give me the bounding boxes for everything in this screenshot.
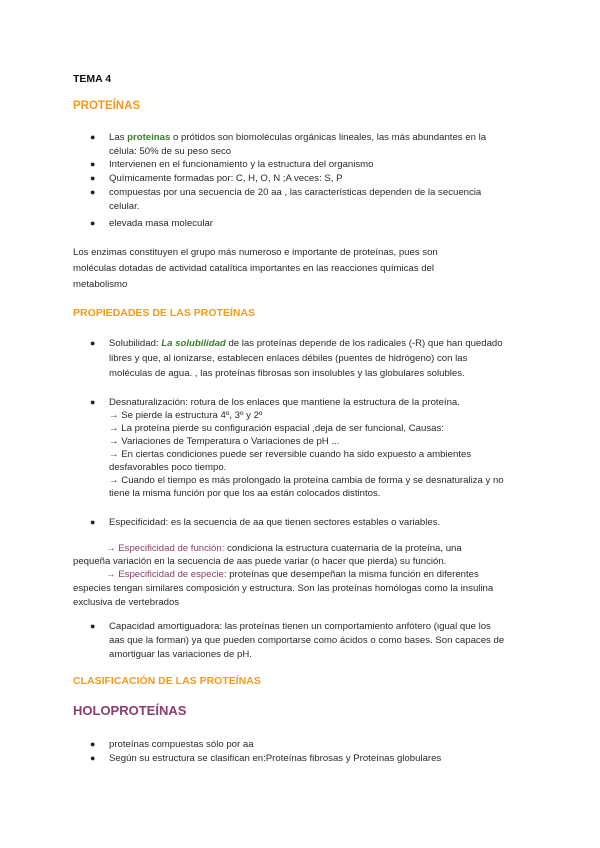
clasificacion-heading: CLASIFICACIÓN DE LAS PROTEÍNAS — [73, 675, 261, 687]
bullet-text: elevada masa molecular — [109, 218, 213, 229]
highlight-especie: → Especificidad de especie: — [106, 569, 227, 580]
proteinas-heading: PROTEÍNAS — [73, 100, 141, 112]
bullet-text: compuestas por una secuencia de 20 aa , las características dependen de la secuencia — [109, 187, 482, 198]
especificidad-especie: especies tengan similares composición y estructura. Son las proteínas homólogas como la insulina — [73, 583, 494, 594]
amortiguadora-text: aas que la forman) ya que pueden comportarse como ácidos o como bases. Son capaces de — [109, 635, 505, 646]
bullet-text: celular. — [109, 201, 140, 212]
highlight-solubilidad: La solubilidad — [161, 338, 226, 349]
especificidad-funcion: → Especificidad de función: condiciona la estructura cuaternaria de la proteína, una — [106, 543, 462, 554]
especificidad-text: Especificidad: es la secuencia de aa que tienen sectores estables o variables. — [109, 517, 441, 528]
bullet-icon: ● — [90, 173, 96, 183]
enzymes-paragraph: metabolismo — [73, 279, 128, 290]
bullet-icon: ● — [90, 132, 96, 142]
bullet-icon: ● — [90, 218, 96, 228]
desnaturalizacion-text: desfavorables poco tiempo. — [109, 462, 227, 473]
holoproteinas-heading: HOLOPROTEÍNAS — [73, 703, 187, 718]
amortiguadora-text: Capacidad amortiguadora: las proteínas tienen un comportamiento anfótero (igual que los — [109, 621, 491, 632]
holoproteinas-bullet: Según su estructura se clasifican en:Proteínas fibrosas y Proteínas globulares — [109, 753, 442, 764]
bullet-text: Químicamente formadas por: C, H, O, N ;A veces: S, P — [109, 173, 343, 184]
highlight-funcion: → Especificidad de función: — [106, 543, 225, 554]
highlight-proteinas: proteínas — [127, 132, 171, 143]
bullet-icon: ● — [90, 397, 96, 407]
bullet-icon: ● — [90, 187, 96, 197]
especificidad-especie: → Especificidad de especie: proteínas que desempeñan la misma función en diferentes — [106, 569, 479, 580]
desnaturalizacion-text: Desnaturalización: rotura de los enlaces que mantiene la estructura de la proteína. — [109, 397, 460, 408]
desnaturalizacion-text: → La proteína pierde su configuración espacial ,deja de ser funcional, Causas: — [109, 423, 444, 434]
solubilidad-text: Solubilidad: La solubilidad de las proteínas depende de los radicales (-R) que han quedado — [109, 338, 503, 349]
especificidad-especie: exclusiva de vertebrados — [73, 597, 180, 608]
bullet-text: célula: 50% de su peso seco — [109, 146, 232, 157]
bullet-icon: ● — [90, 517, 96, 527]
amortiguadora-text: amortiguar las variaciones de pH. — [109, 649, 252, 660]
desnaturalizacion-text: → En ciertas condiciones puede ser reversible cuando ha sido expuesto a ambientes — [109, 449, 472, 460]
enzymes-paragraph: moléculas dotadas de actividad catalítica importantes en las reacciones químicas del — [73, 263, 435, 274]
bullet-icon: ● — [90, 159, 96, 169]
bullet-text: Las proteínas o prótidos son biomoléculas orgánicas lineales, las más abundantes en la — [109, 132, 487, 143]
bullet-icon: ● — [90, 338, 96, 348]
enzymes-paragraph: Los enzimas constituyen el grupo más numeroso e importante de proteínas, pues son — [73, 247, 438, 258]
desnaturalizacion-text: tiene la misma función por que los aa están colocados distintos. — [109, 488, 381, 499]
desnaturalizacion-text: → Cuando el tiempo es más prolongado la proteína cambia de forma y se desnaturaliza y no — [109, 475, 504, 486]
holoproteinas-bullet: proteínas compuestas sólo por aa — [109, 739, 254, 750]
bullet-text: Intervienen en el funcionamiento y la estructura del organismo — [109, 159, 374, 170]
desnaturalizacion-text: → Se pierde la estructura 4º, 3º y 2º — [109, 410, 263, 421]
desnaturalizacion-text: → Variaciones de Temperatura o Variaciones de pH ... — [109, 436, 340, 447]
especificidad-funcion: pequeña variación en la secuencia de aas puede variar (o hacer que pierda) su función. — [73, 556, 447, 567]
solubilidad-text: libres y que, al ionizarse, establecen enlaces débiles (puentes de hidrógeno) con las — [109, 353, 468, 364]
tema-heading: TEMA 4 — [73, 73, 112, 85]
bullet-icon: ● — [90, 739, 96, 749]
bullet-icon: ● — [90, 753, 96, 763]
bullet-icon: ● — [90, 621, 96, 631]
propiedades-heading: PROPIEDADES DE LAS PROTEÍNAS — [73, 307, 256, 319]
solubilidad-text: moléculas de agua. , las proteínas fibrosas son insolubles y las globulares solubles. — [109, 368, 465, 379]
